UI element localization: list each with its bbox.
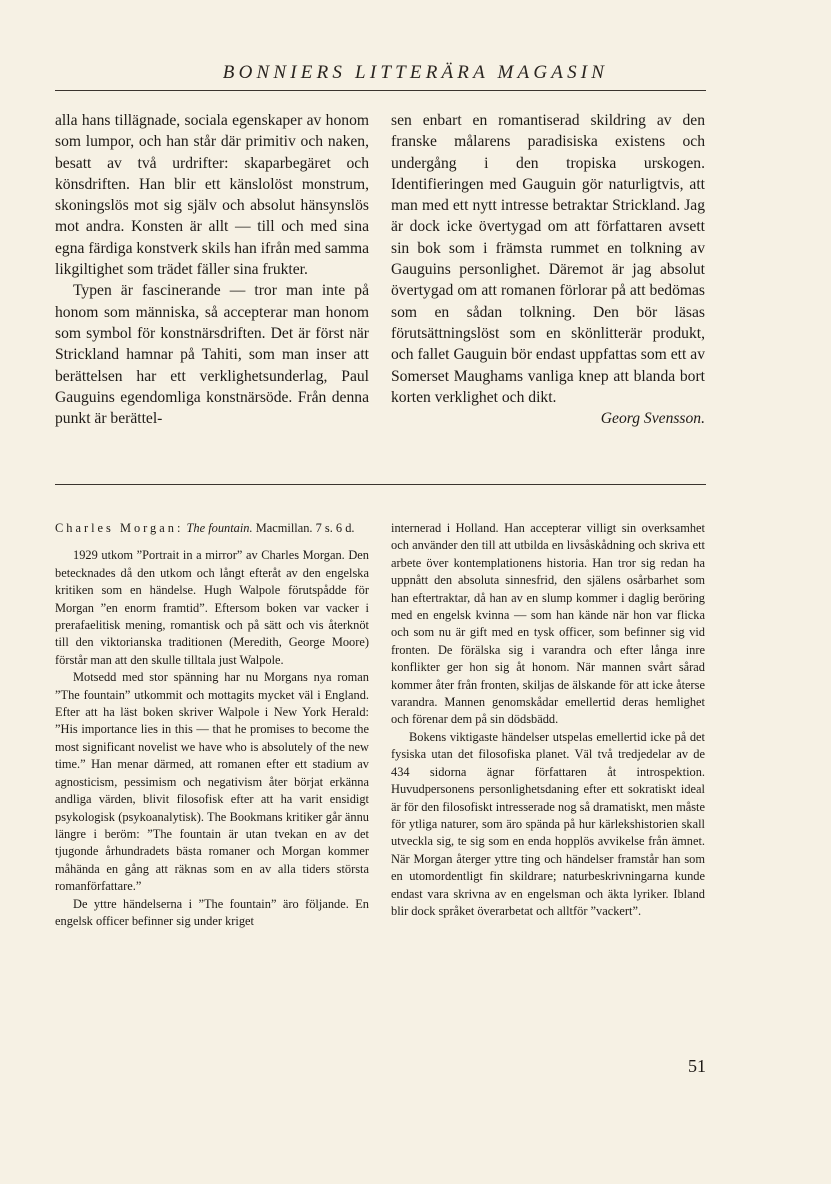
review-author: Charles Morgan:	[55, 521, 184, 535]
review-paragraph: De yttre händelserna i ”The fountain” äro följande. En engelsk officer befinner sig under kriget	[55, 896, 369, 928]
author-signature: Georg Svensson.	[600, 410, 705, 428]
section-rule	[55, 484, 706, 485]
review-paragraph: Motsedd med stor spänning har nu Morgans nya roman ”The fountain” utkommit och mottagits mycket väl i England. Efter att ha läst boken skriver Walpole i New York Herald: ”His importance lies in this — that he promises to become the most significant novelist we have who is absolutely of the new time.” Han menar därmed, att romanen efter ett stadium av agnosticism, pessimism och negativism åter börjat erkänna andliga värden, blivit filosofisk efter att ha varit ensidigt psykologisk (psykoanalytisk). The Bookmans kritiker går ännu längre i beröm: ”The fountain är utan tvekan en av det tjugonde århundradets bästa romaner och Morgan kommer måhända en gång att räknas som en av alla tiders största romanförfattare.”	[55, 670, 369, 894]
review-paragraph: Bokens viktigaste händelser utspelas emellertid icke på det fysiska utan det filosofiska planet. Väl två tredjedelar av de 434 sidorna ägnar författaren åt introspektion. Huvudpersonens personlighetsdaning efter ett sokratiskt ideal är för den filosofiskt intresserade nog så dramatiskt, men måste för ytliga naturer, som äro spända på hur kärlekshistorien skall utveckla sig, te sig som en enda hopplös avvikelse från ämnet. När Morgan återger yttre ting och händelser framstår han som en utomordentligt fin skildrare; naturbeskrivningarna kunde endast vara skrivna av en engelsman och äkta lyriker. Ibland blir dock språket överarbetat och alltför ”vackert”.	[391, 729, 705, 918]
top-rule	[55, 90, 706, 91]
essay-column-left	[55, 110, 369, 429]
review-book-title: The fountain.	[186, 521, 253, 535]
page-number: 51	[688, 1056, 706, 1076]
masthead: BONNIERS LITTERÄRA MAGASIN	[222, 62, 609, 83]
review-publisher: Macmillan. 7 s. 6 d.	[255, 521, 355, 535]
review-paragraph: 1929 utkom ”Portrait in a mirror” av Charles Morgan. Den betecknades då den utkom och långt efteråt av den engelska kritiken som en händelse. Hugh Walpole förutspådde för Morgan ”en enorm framtid”. Eftersom boken var vacker i prerafaelitisk mening, romantisk och på sätt och vis återknöt till den viktorianska traditionen (Meredith, George Moore) förstår man att den skulle tilltala just Walpole.	[55, 548, 369, 667]
essay-paragraph: Typen är fascinerande — tror man inte på honom som människa, så accepterar man honom som symbol för konstnärsdriften. Det är först när Strickland hamnar på Tahiti, som man inser att berättelsen har ett verklighetsunderlag, Paul Gauguins egendomliga konstnärsöde. Från denna punkt är berättel-	[55, 282, 369, 428]
review-heading	[55, 520, 369, 537]
essay-column-right	[391, 110, 705, 429]
essay-paragraph: alla hans tillägnade, sociala egenskaper av honom som lumpor, och han står där primitiv och naken, besatt av två urdrifter: skaparbegäret och könsdriften. Han blir ett känslolöst monstrum, skoningslös mot sig själv och absolut hänsynslös mot andra. Konsten är allt — till och med sina egna färdiga konstverk skils han ifrån med samma likgiltighet som trädet fäller sina frukter.	[55, 112, 369, 279]
essay-paragraph: sen enbart en romantiserad skildring av den franske målarens paradisiska existens och undergång i den tropiska urskogen. Identifieringen med Gauguin gör naturligtvis, att man med ett nytt intresse betraktar Strickland. Jag är dock icke övertygad om att författaren avsett sin bok som i främsta rummet en tolkning av Gauguins personlighet. Däremot är jag absolut övertygad om att romanen förlorar på att bedömas som en sådan tolkning. Den bör läsas förutsättningslöst som en skönlitterär produkt, och fallet Gauguin bör endast uppfattas som ett av Somerset Maughams vanliga knep att blanda bort korten verklighet och dikt.	[391, 112, 705, 406]
review-column-right	[391, 520, 705, 920]
review-paragraph: internerad i Holland. Han accepterar villigt sin overksamhet och använder den till att utbilda en livsåskådning och skriva ett arbete över kontemplationens historia. Han tror sig redan ha uppnått den absoluta sinnesfrid, den själens osårbarhet som han eftertraktar, då han av en slump kommer i daglig beröring med en engelsk kvinna — som han kände när hon var flicka och som nu är gift med en tysk officer, som befinner sig vid fronten. De förälska sig i varandra och efter långa inre konflikter ger hon sig åt honom. När mannen svårt sårad kommer åter från fronten, skiljas de älskande för att icke återse varandra. Mannen genomskådar emellertid deras hemlighet och förenar dem på sin dödsbädd.	[391, 521, 705, 727]
review-column-left	[55, 520, 369, 930]
